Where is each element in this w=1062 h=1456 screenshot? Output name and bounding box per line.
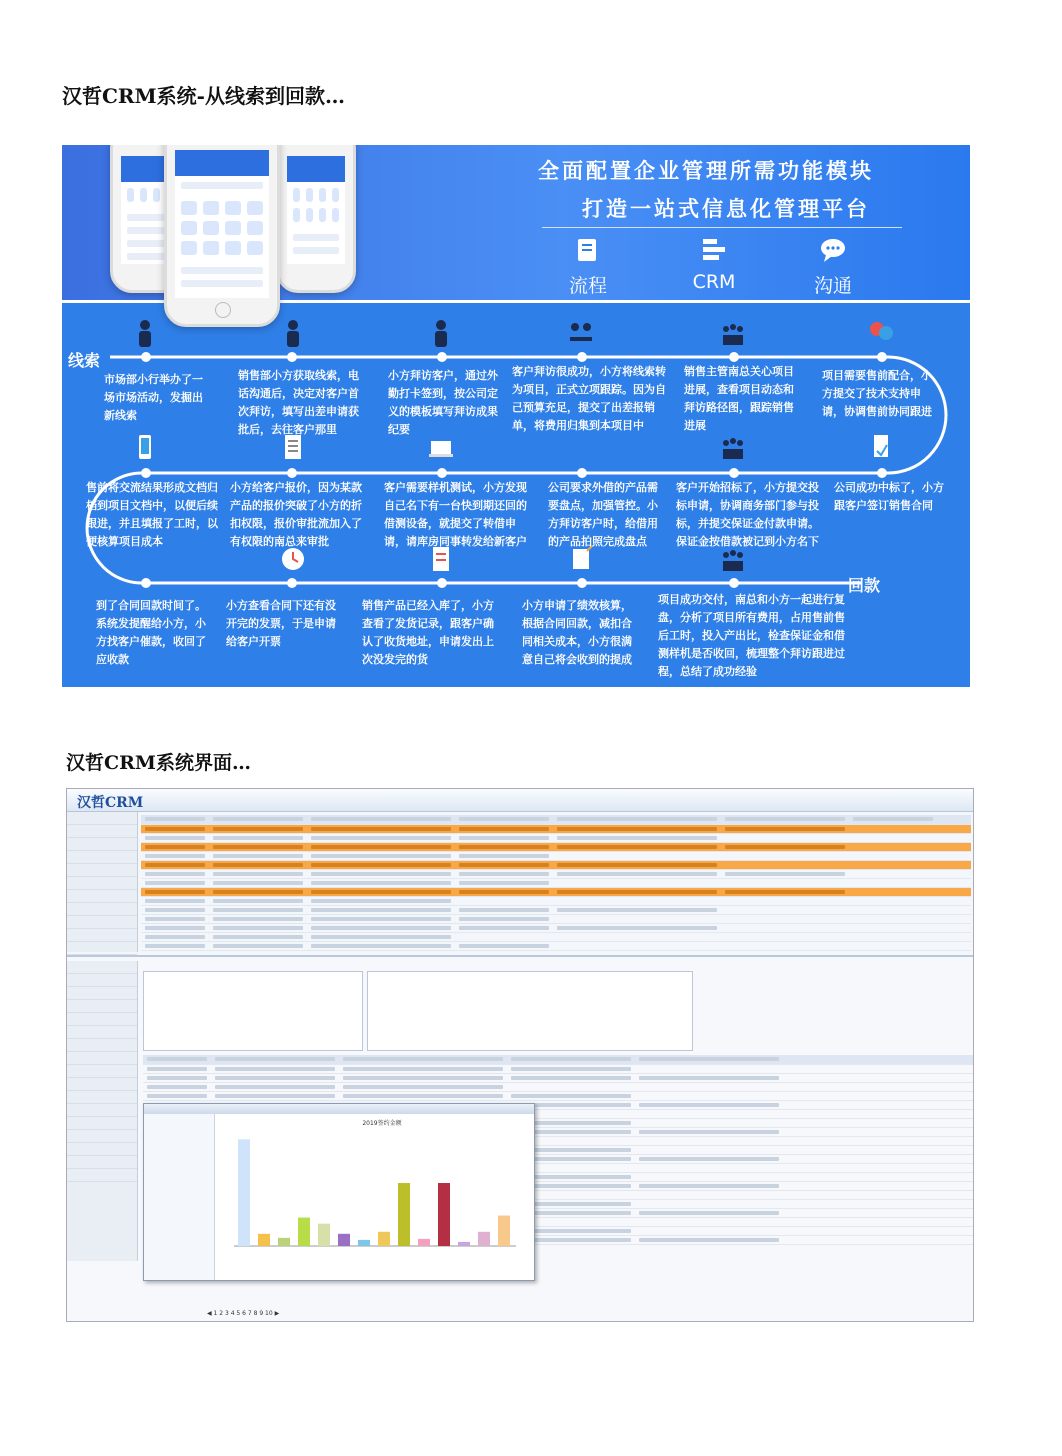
step-description: 项目需要售前配合，小方提交了技术支持申请，协调售前协同跟进 — [822, 369, 932, 418]
chart-bar — [338, 1234, 350, 1246]
step-description: 销售产品已经入库了，小方查看了发货记录，跟客户确认了收货地址，申请发出上次没发完的货 — [362, 599, 494, 666]
step-description: 小方拜访客户，通过外勤打卡签到，按公司定义的模板填写拜访成果纪要 — [388, 369, 498, 436]
table-row[interactable] — [141, 897, 971, 906]
person-icon — [132, 319, 158, 349]
app-header — [67, 789, 973, 812]
chart-bar — [258, 1234, 270, 1246]
chart-window[interactable] — [143, 1103, 535, 1281]
contract-icon — [868, 433, 894, 463]
feature-label: 沟通 — [813, 275, 852, 297]
person-icon — [280, 319, 306, 349]
chart-bar — [378, 1232, 390, 1246]
table-row[interactable] — [141, 942, 971, 951]
customer-table — [141, 815, 971, 951]
table-row[interactable] — [141, 834, 971, 843]
step-description: 客户开始招标了，小方提交投标申请，协调商务部门参与投标，并提交保证金付款申请。保证金按借款被记到小方名下 — [676, 481, 819, 548]
table-row[interactable] — [141, 915, 971, 924]
table-row[interactable] — [141, 861, 971, 870]
table-row[interactable] — [141, 933, 971, 942]
phone-icon — [132, 433, 158, 463]
stage-start-label: 线索 — [68, 351, 101, 370]
slogan-line-2: 打造一站式信息化管理平台 — [582, 197, 870, 221]
feature-label: CRM — [692, 271, 736, 293]
step-description: 客户需要样机测试，小方发现自己名下有一台快到期还回的借测设备，就提交了转借申请，请库房同事转发给新客户 — [384, 481, 527, 548]
meeting-icon — [568, 319, 594, 349]
step-description: 小方申请了绩效核算，根据合同回款，减扣合同相关成本，小方很满意自己将会收到的提成 — [522, 599, 632, 666]
step-description: 销售部小方获取线索，电话沟通后，决定对客户首次拜访，填写出差申请获批后，去往客户那里 — [238, 369, 359, 436]
page-heading-2: 汉哲CRM系统界面… — [66, 752, 251, 774]
chart-bar — [498, 1216, 510, 1246]
basic-info-form[interactable] — [143, 971, 363, 1051]
team-icon — [720, 433, 746, 463]
chart-bar — [418, 1239, 430, 1246]
table-row[interactable] — [141, 843, 971, 852]
chart-bar — [298, 1218, 310, 1246]
page-heading-1: 汉哲CRM系统-从线索到回款… — [62, 84, 345, 108]
step-description: 项目成功交付，南总和小方一起进行复盘，分析了项目所有费用，占用售前售后工时，投入产出比，检查保证金和借测样机是否收回，梳理整个拜访跟进过程，总结了成功经验 — [658, 593, 845, 678]
step-description: 客户拜访很成功，小方将线索转为项目，正式立项跟踪。因为自己预算充足，提交了出差报销单，将费用归集到本项目中 — [512, 365, 666, 432]
crm-interface-screenshot — [66, 788, 974, 1322]
table-row[interactable] — [141, 924, 971, 933]
slogan-line-1: 全面配置企业管理所需功能模块 — [538, 159, 874, 183]
sidebar-bottom[interactable] — [67, 961, 138, 1261]
step-description: 售前将交流结果形成文档归档到项目文档中，以便后续跟进，并且填报了工时，以便核算项目成本 — [86, 481, 218, 548]
table-row[interactable] — [141, 888, 971, 897]
chart-bar — [318, 1224, 330, 1246]
chart-bar — [438, 1183, 450, 1246]
project-window — [67, 955, 973, 1322]
pagination[interactable]: ◀ 1 2 3 4 5 6 7 8 9 10 ▶ — [207, 1310, 280, 1317]
person-icon — [428, 319, 454, 349]
table-row[interactable] — [141, 852, 971, 861]
team-icon — [720, 319, 746, 349]
crm-flow-banner — [62, 145, 970, 687]
chart-bar — [358, 1240, 370, 1246]
bar-chart — [220, 1128, 520, 1258]
chart-bar — [398, 1183, 410, 1246]
table-row[interactable] — [141, 906, 971, 915]
step-description: 到了合同回款时间了。系统发提醒给小方，小方找客户催款，收回了应收款 — [96, 599, 206, 666]
stage-end-label: 回款 — [848, 576, 881, 595]
table-row[interactable] — [141, 879, 971, 888]
step-description: 市场部小行举办了一场市场活动，发掘出新线索 — [104, 373, 203, 422]
search-form[interactable] — [367, 971, 693, 1051]
chart-bar — [478, 1232, 490, 1246]
chart-bar — [238, 1139, 250, 1246]
table-row[interactable] — [141, 870, 971, 879]
chart-window-titlebar — [144, 1104, 534, 1114]
feature-label: 流程 — [568, 275, 607, 297]
chart-tree-panel[interactable] — [144, 1114, 215, 1280]
step-description: 公司要求外借的产品需要盘点，加强管控。小方拜访客户时，给借用的产品拍照完成盘点 — [548, 481, 658, 548]
chart-bar — [458, 1242, 470, 1246]
people-icon — [868, 319, 894, 349]
step-description: 小方查看合同下还有没开完的发票，于是申请给客户开票 — [226, 599, 336, 648]
chart-title: 2019签约金额 — [362, 1120, 402, 1127]
sidebar-top[interactable] — [67, 812, 138, 952]
chart-bar — [278, 1238, 290, 1246]
table-row[interactable] — [141, 825, 971, 834]
step-description: 销售主管南总关心项目进展，查看项目动态和拜访路径图，跟踪销售进展 — [684, 365, 794, 432]
app-logo: 汉哲CRM — [77, 795, 144, 811]
step-description: 小方给客户报价，因为某款产品的报价突破了小方的折扣权限，报价审批流加入了有权限的南总来审批 — [230, 481, 362, 548]
step-description: 公司成功中标了，小方跟客户签订销售合同 — [834, 481, 944, 512]
